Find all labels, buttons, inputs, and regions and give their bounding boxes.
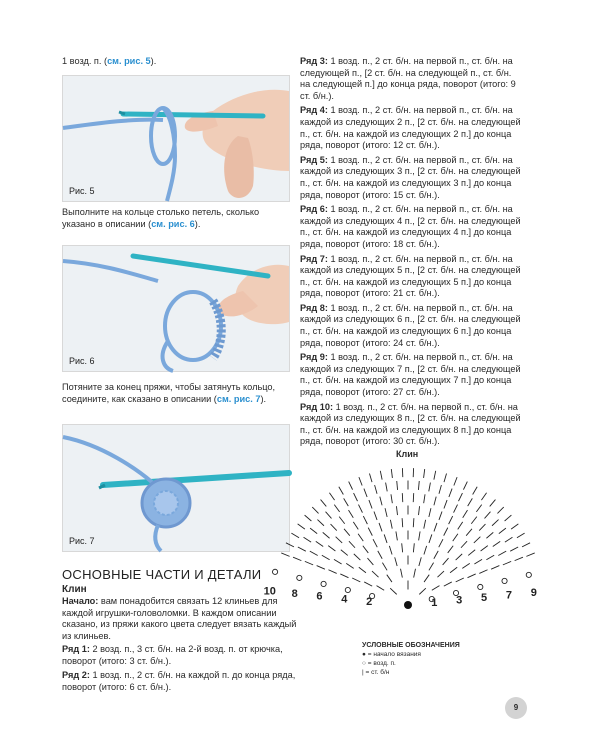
stitch-mark: [298, 547, 306, 551]
stitch-mark: [432, 586, 440, 591]
stitch-mark: [349, 541, 355, 548]
stitch-mark: [312, 507, 318, 513]
stitch-mark: [341, 550, 348, 556]
start-instructions: Начало: вам понадобится связать 12 клиньев для каждой игрушки-головоломки. В каждом описании сказано, из пряжи какого цвета следует вязать каждый из клиньев.: [62, 596, 297, 641]
stitch-mark: [339, 487, 344, 495]
stitch-mark: [468, 498, 473, 506]
stitch-mark: [424, 546, 427, 555]
stitch-mark: [368, 528, 372, 536]
stitch-mark: [380, 471, 382, 480]
stitch-mark: [397, 481, 398, 490]
stitch-mark: [331, 524, 337, 531]
stitch-mark: [310, 551, 318, 555]
stitch-mark: [505, 515, 512, 521]
diagram-title: Клин: [396, 449, 419, 459]
stitch-mark: [375, 485, 377, 494]
legend-item: ● = начало вязания: [362, 651, 421, 658]
stitch-mark: [498, 551, 506, 555]
stitch-mark: [395, 557, 397, 566]
row-1-instructions: Ряд 1: 2 возд. п., 3 ст. б/н. на 2-й возд. п. от крючка, поворот (итого: 3 ст. б/н.).: [62, 644, 283, 666]
stitch-mark: [444, 474, 447, 483]
stitch-mark: [468, 574, 476, 578]
stitch-mark: [515, 557, 523, 560]
stitch-mark: [419, 557, 421, 566]
stitch-mark: [443, 558, 449, 565]
stitch-mark: [317, 566, 325, 570]
stitch-mark: [281, 553, 289, 556]
figure-5-photo: [62, 75, 290, 202]
stitch-mark: [434, 523, 437, 531]
stitch-mark: [377, 586, 385, 591]
stitch-mark: [390, 520, 392, 529]
row-number-label: 9: [530, 586, 537, 599]
stitch-mark: [380, 497, 382, 506]
stitch-mark: [437, 571, 444, 577]
stitch-mark: [454, 505, 458, 513]
subsection-title: Клин: [62, 584, 87, 595]
chain-stitch-icon: [502, 578, 507, 583]
stitch-mark: [402, 543, 403, 552]
stitch-mark: [439, 539, 443, 547]
stitch-mark: [384, 534, 387, 543]
fig7-link[interactable]: см. рис. 7: [216, 393, 261, 404]
stitch-mark: [505, 537, 513, 542]
stitch-mark: [316, 541, 323, 546]
stitch-mark: [473, 487, 478, 495]
stitch-mark: [304, 537, 312, 542]
stitch-mark: [429, 483, 431, 492]
stitch-mark: [429, 508, 431, 517]
stitch-mark: [424, 520, 426, 529]
stitch-mark: [396, 506, 397, 515]
stitch-mark: [293, 557, 301, 560]
stitch-mark: [364, 489, 367, 497]
stitch-mark: [349, 482, 353, 490]
stitch-mark: [462, 563, 469, 568]
stitch-mark: [419, 531, 420, 540]
stitch-mark: [466, 529, 472, 536]
paragraph-fig7: Потяните за конец пряжи, чтобы затянуть кольцо, соедините, как сказано в описании (см. рис. 7).: [62, 382, 276, 404]
row-number-label: 4: [341, 593, 348, 606]
stitch-mark: [334, 505, 339, 512]
stitch-mark: [429, 563, 434, 571]
stitch-mark: [439, 512, 442, 520]
figure-6-photo: [62, 245, 290, 372]
section-title: ОСНОВНЫЕ ЧАСТИ И ДЕТАЛИ: [62, 567, 262, 582]
stitch-mark: [481, 493, 486, 500]
stitch-mark: [344, 498, 349, 506]
stitch-mark: [339, 517, 345, 524]
stitch-mark: [463, 510, 468, 518]
wedge-diagram: [263, 465, 537, 625]
stitch-mark: [419, 506, 420, 515]
row-number-label: 1: [431, 597, 438, 610]
figure-6-caption: Рис. 6: [69, 356, 95, 366]
row-instructions: Ряд 5: 1 возд. п., 2 ст. б/н. на первой п., ст. б/н. на каждой из следующих 3 п., [2 ст. б/н. на следующей п., ст. б/н. на каждой из следующих 3 п.] до конца ряда, поворот (итого: 15 ст. б/н.).: [300, 154, 521, 200]
chain-stitch-icon: [345, 587, 350, 592]
row-number-label: 3: [456, 594, 463, 607]
stitch-mark: [474, 559, 482, 564]
row-instructions: Ряд 8: 1 возд. п., 2 ст. б/н. на первой п., ст. б/н. на каждой из следующих 6 п., [2 ст. б/н. на следующей п., ст. б/н. на каждой из следующих 6 п.] до конца ряда, поворот (итого: 24 ст. б/н.).: [300, 302, 521, 348]
stitch-mark: [346, 563, 353, 568]
stitch-mark: [413, 543, 414, 552]
legend-title: УСЛОВНЫЕ ОБОЗНАЧЕНИЯ: [362, 642, 460, 649]
stitch-mark: [439, 485, 441, 494]
stitch-mark: [385, 508, 387, 517]
start-dot-icon: [404, 601, 412, 609]
row-number-label: 2: [366, 595, 373, 608]
stitch-mark: [450, 567, 457, 572]
stitch-mark: [305, 561, 313, 565]
stitch-mark: [434, 497, 436, 506]
stitch-mark: [402, 518, 403, 527]
stitch-mark: [298, 524, 305, 529]
chain-stitch-icon: [478, 584, 483, 589]
row-instructions: Ряд 6: 1 возд. п., 2 ст. б/н. на первой п., ст. б/н. на каждой из следующих 4 п., [2 ст. б/н. на следующей п., ст. б/н. на каждой из следующих 4 п.] до конца ряда, поворот (итого: 18 ст. б/н.).: [300, 204, 521, 249]
stitch-mark: [349, 510, 354, 518]
stitch-mark: [463, 482, 467, 490]
stitch-mark: [486, 532, 493, 538]
stitch-mark: [497, 507, 503, 513]
stitch-mark: [476, 505, 481, 512]
stitch-mark: [329, 493, 334, 500]
stitch-mark: [317, 520, 324, 526]
figure-7-photo: [62, 424, 290, 552]
stitch-mark: [334, 559, 342, 564]
stitch-mark: [449, 489, 452, 497]
stitch-mark: [323, 532, 330, 538]
stitch-mark: [424, 494, 425, 503]
stitch-mark: [354, 493, 358, 501]
stitch-mark: [387, 575, 392, 582]
stitch-mark: [419, 588, 426, 594]
rows-list: [300, 56, 522, 451]
legend-item: ○ = возд. п.: [362, 660, 396, 667]
stitch-mark: [363, 546, 368, 553]
stitch-mark: [491, 566, 499, 570]
stitch-mark: [458, 522, 463, 530]
row-number-label: 6: [316, 590, 323, 603]
figure-7-caption: Рис. 7: [69, 536, 95, 546]
stitch-mark: [369, 474, 372, 483]
stitch-mark: [291, 533, 299, 538]
stitch-mark: [396, 531, 397, 540]
stitch-mark: [490, 500, 496, 507]
stitch-mark: [448, 546, 453, 553]
stitch-mark: [429, 534, 432, 543]
stitch-mark: [328, 570, 336, 574]
row-instructions: Ряд 9: 1 возд. п., 2 ст. б/н. на первой п., ст. б/н. на каждой из следующих 7 п., [2 ст. б/н. на следующей п., ст. б/н. на каждой из следующих 7 п.] до конца ряда, поворот (итого: 27 ст. б/н.).: [300, 352, 521, 398]
stitch-mark: [305, 515, 312, 521]
stitch-mark: [352, 578, 360, 582]
stitch-mark: [336, 537, 343, 543]
stitch-mark: [526, 553, 534, 556]
row-number-label: 8: [291, 588, 298, 601]
stitch-mark: [444, 528, 448, 536]
stitch-mark: [358, 505, 362, 513]
figure-5-caption: Рис. 5: [69, 186, 95, 196]
stitch-mark: [328, 546, 335, 551]
stitch-mark: [353, 522, 358, 530]
stitch-mark: [358, 534, 363, 541]
stitch-mark: [456, 578, 464, 582]
stitch-mark: [413, 518, 414, 527]
stitch-mark: [434, 551, 438, 559]
stitch-mark: [367, 558, 373, 565]
stitch-mark: [364, 582, 372, 586]
stitch-mark: [386, 483, 388, 492]
stitch-mark: [493, 541, 500, 546]
stitch-mark: [485, 512, 491, 519]
legend: [362, 641, 502, 677]
legend-item: | = ст. б/н: [362, 669, 390, 676]
stitch-mark: [326, 512, 332, 519]
stitch-mark: [486, 555, 494, 560]
row-instructions: Ряд 10: 1 возд. п., 2 ст. б/н. на первой п., ст. б/н. на каждой из следующих 8 п., [2 ст. б/н. на следующей п., ст. б/н. на каждой из следующих 8 п.] до конца ряда, поворот (итого: 30 ст. б/н.).: [300, 401, 521, 447]
stitch-mark: [474, 537, 481, 543]
stitch-mark: [391, 469, 392, 478]
stitch-mark: [418, 481, 419, 490]
stitch-mark: [479, 570, 487, 574]
stitch-mark: [444, 500, 447, 508]
row-instructions: Ряд 3: 1 возд. п., 2 ст. б/н. на первой п., ст. б/н. на следующей п., [2 ст. б/н. на следующей п., ст. б/н. на следующей п.] до конца ряда, поворот (итого: 9 ст. б/н.).: [300, 56, 516, 101]
stitch-mark: [389, 546, 392, 555]
fig5-link[interactable]: см. рис. 5: [107, 56, 151, 66]
stitch-mark: [321, 500, 327, 507]
row-number-label: 10: [263, 585, 276, 598]
stitch-mark: [373, 539, 377, 547]
stitch-mark: [363, 516, 367, 524]
row-instructions: Ряд 7: 1 возд. п., 2 ст. б/н. на первой п., ст. б/н. на каждой из следующих 5 п., [2 ст. б/н. на следующей п., ст. б/н. на каждой из следующих 5 п.] до конца ряда, поворот (итого: 21 ст. б/н.).: [300, 253, 521, 299]
stitch-mark: [424, 469, 425, 478]
stitch-mark: [517, 533, 525, 538]
chain-stitch-icon: [321, 581, 326, 586]
chain-stitch-icon: [272, 569, 277, 574]
stitch-mark: [390, 588, 397, 594]
stitch-mark: [449, 516, 453, 524]
intro-text: 1 возд. п. (см. рис. 5).: [62, 56, 157, 66]
stitch-mark: [372, 571, 379, 577]
stitch-mark: [458, 493, 462, 501]
stitch-mark: [424, 575, 429, 582]
stitch-mark: [444, 582, 452, 586]
stitch-mark: [379, 523, 382, 531]
row-2-instructions: Ряд 2: 1 возд. п., 2 ст. б/н. на каждой п. до конца ряда, поворот (итого: 6 ст. б/н.).: [62, 670, 296, 692]
stitch-mark: [344, 529, 350, 536]
stitch-mark: [510, 547, 518, 551]
stitch-mark: [503, 561, 511, 565]
row-number-label: 5: [481, 592, 488, 605]
row-instructions: Ряд 4: 1 возд. п., 2 ст. б/н. на первой п., ст. б/н. на каждой из следующих 2 п., [2 ст. б/н. на следующей п., ст. б/н. на каждой из следующих 2 п.] до конца ряда, поворот (итого: 12 ст. б/н.).: [300, 105, 521, 151]
stitch-mark: [391, 494, 392, 503]
stitch-mark: [471, 517, 477, 524]
stitch-mark: [454, 477, 457, 485]
page-number: 9: [505, 697, 527, 719]
stitch-mark: [369, 500, 372, 508]
stitch-mark: [499, 528, 506, 534]
stitch-mark: [354, 554, 361, 560]
row-number-label: 7: [505, 589, 513, 602]
paragraph-fig6: Выполните на кольце столько петель, сколько указано в описании (см. рис. 6).: [62, 207, 260, 229]
stitch-mark: [359, 567, 366, 572]
stitch-mark: [479, 524, 485, 531]
stitch-mark: [492, 520, 499, 526]
stitch-mark: [468, 550, 475, 556]
stitch-mark: [481, 546, 488, 551]
stitch-mark: [310, 528, 317, 534]
stitch-mark: [453, 534, 458, 541]
stitch-mark: [359, 477, 362, 485]
stitch-mark: [340, 574, 348, 578]
stitch-mark: [511, 524, 518, 529]
fig6-link[interactable]: см. рис. 6: [151, 218, 195, 229]
stitch-mark: [414, 569, 416, 578]
chain-stitch-icon: [526, 572, 531, 577]
stitch-mark: [378, 551, 382, 559]
stitch-mark: [322, 555, 330, 560]
chain-stitch-icon: [297, 575, 302, 580]
stitch-mark: [522, 543, 530, 547]
stitch-mark: [382, 563, 387, 571]
stitch-mark: [374, 512, 377, 520]
stitch-mark: [401, 569, 403, 578]
stitch-mark: [434, 471, 436, 480]
stitch-mark: [456, 554, 463, 560]
stitch-mark: [461, 541, 467, 548]
